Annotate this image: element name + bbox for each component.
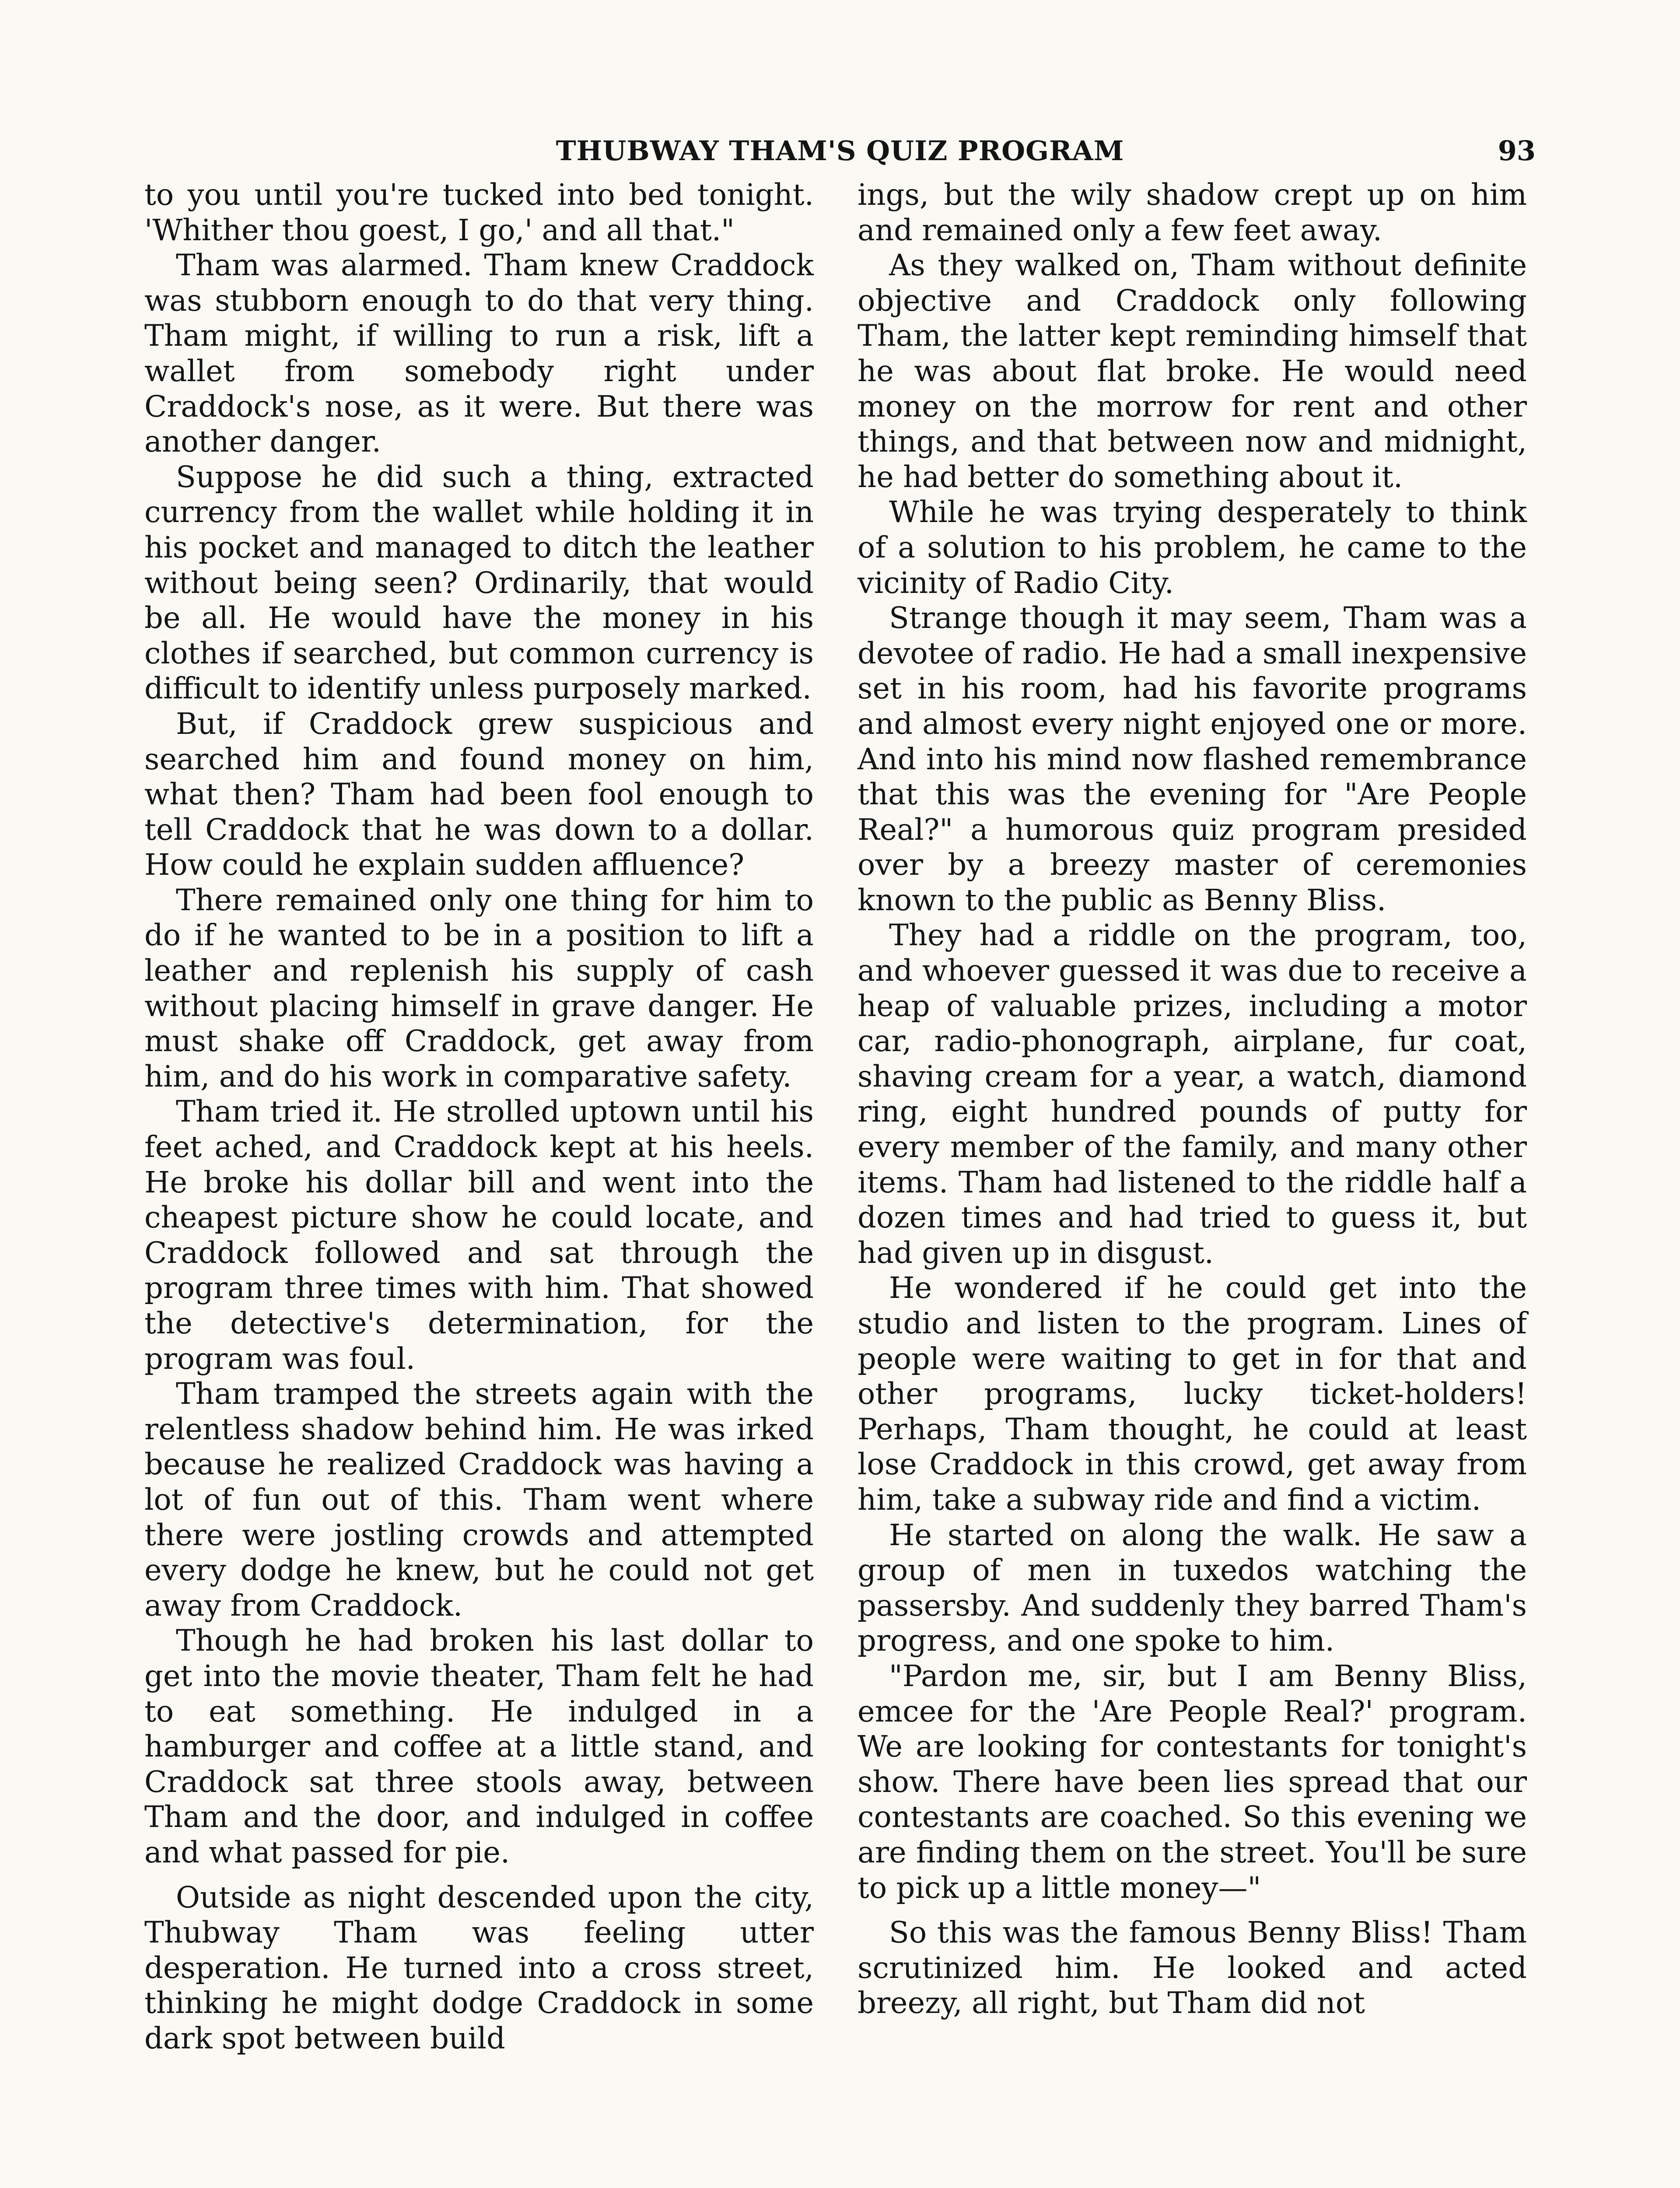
page-number: 93: [1498, 135, 1536, 167]
paragraph: Tham tried it. He strolled uptown until his feet ached, and Craddock kept at his heels. He broke his dollar bill and went into the cheapest picture show he could locate, and Craddock followed and sat through the program three times with him. That showed the detective's determination, for the program was foul.: [144, 1094, 814, 1376]
paragraph: He wondered if he could get into the studio and listen to the program. Lines of people were waiting to get in for that and other programs, lucky ticket-holders! Perhaps, Tham thought, he could at least lose Craddock in this crowd, get away from him, take a subway ride and find a victim.: [858, 1271, 1527, 1517]
left-column: [144, 177, 814, 2056]
paragraph: Tham was alarmed. Tham knew Craddock was stubborn enough to do that very thing. Tham might, if willing to run a risk, lift a wallet from somebody right under Craddock's nose, as it were. But there was another danger.: [144, 248, 814, 459]
paragraph: As they walked on, Tham without definite objective and Craddock only following Tham, the latter kept reminding himself that he was about flat broke. He would need money on the morrow for rent and other things, and that between now and midnight, he had better do something about it.: [858, 248, 1527, 494]
paragraph: While he was trying desperately to think of a solution to his problem, he came to the vicinity of Radio City.: [858, 495, 1527, 600]
paragraph: He started on along the walk. He saw a group of men in tuxedos watching the passersby. And suddenly they barred Tham's progress, and one spoke to him.: [858, 1518, 1527, 1658]
paragraph: ings, but the wily shadow crept up on him and remained only a few feet away.: [858, 178, 1527, 247]
right-column: [858, 177, 1527, 2021]
paragraph: There remained only one thing for him to do if he wanted to be in a position to lift a leather and replenish his supply of cash without placing himself in grave danger. He must shake off Craddock, get away from him, and do his work in comparative safety.: [144, 883, 814, 1094]
paragraph: Tham tramped the streets again with the relentless shadow behind him. He was irked because he realized Craddock was having a lot of fun out of this. Tham went where there were jostling crowds and attempted every dodge he knew, but he could not get away from Craddock.: [144, 1377, 814, 1623]
paragraph: "Pardon me, sir, but I am Benny Bliss, emcee for the 'Are People Real?' program. We are looking for contestants for tonight's show. There have been lies spread that our contestants are coached. So this evening we are finding them on the street. You'll be sure to pick up a little money—": [858, 1659, 1527, 1905]
paragraph: to you until you're tucked into bed tonight. 'Whither thou goest, I go,' and all that.": [144, 178, 814, 247]
paragraph: But, if Craddock grew suspicious and searched him and found money on him, what then? Tham had been fool enough to tell Craddock that he was down to a dollar. How could he explain sudden affluence?: [144, 706, 814, 882]
paragraph: Though he had broken his last dollar to get into the movie theater, Tham felt he had to eat something. He indulged in a hamburger and coffee at a little stand, and Craddock sat three stools away, between Tham and the door, and indulged in coffee and what passed for pie.: [144, 1623, 814, 1869]
paragraph: So this was the famous Benny Bliss! Tham scrutinized him. He looked and acted breezy, all right, but Tham did not: [858, 1915, 1527, 2020]
page-header: [144, 131, 1536, 171]
paragraph: They had a riddle on the program, too, and whoever guessed it was due to receive a heap of valuable prizes, including a motor car, radio-phonograph, airplane, fur coat, shaving cream for a year, a watch, diamond ring, eight hundred pounds of putty for every member of the family, and many other items. Tham had listened to the riddle half a dozen times and had tried to guess it, but had given up in disgust.: [858, 918, 1527, 1270]
paragraph: Outside as night descended upon the city, Thubway Tham was feeling utter desperation. He turned into a cross street, thinking he might dodge Craddock in some dark spot between build: [144, 1880, 814, 2055]
running-title: THUBWAY THAM'S QUIZ PROGRAM: [556, 135, 1124, 167]
paragraph: Strange though it may seem, Tham was a devotee of radio. He had a small inexpensive set in his room, had his favorite programs and almost every night enjoyed one or more. And into his mind now flashed remembrance that this was the evening for "Are People Real?" a humorous quiz program presided over by a breezy master of ceremonies known to the public as Benny Bliss.: [858, 601, 1527, 917]
paragraph: Suppose he did such a thing, extracted currency from the wallet while holding it in his pocket and managed to ditch the leather without being seen? Ordinarily, that would be all. He would have the money in his clothes if searched, but common currency is difficult to identify unless purposely marked.: [144, 459, 814, 706]
